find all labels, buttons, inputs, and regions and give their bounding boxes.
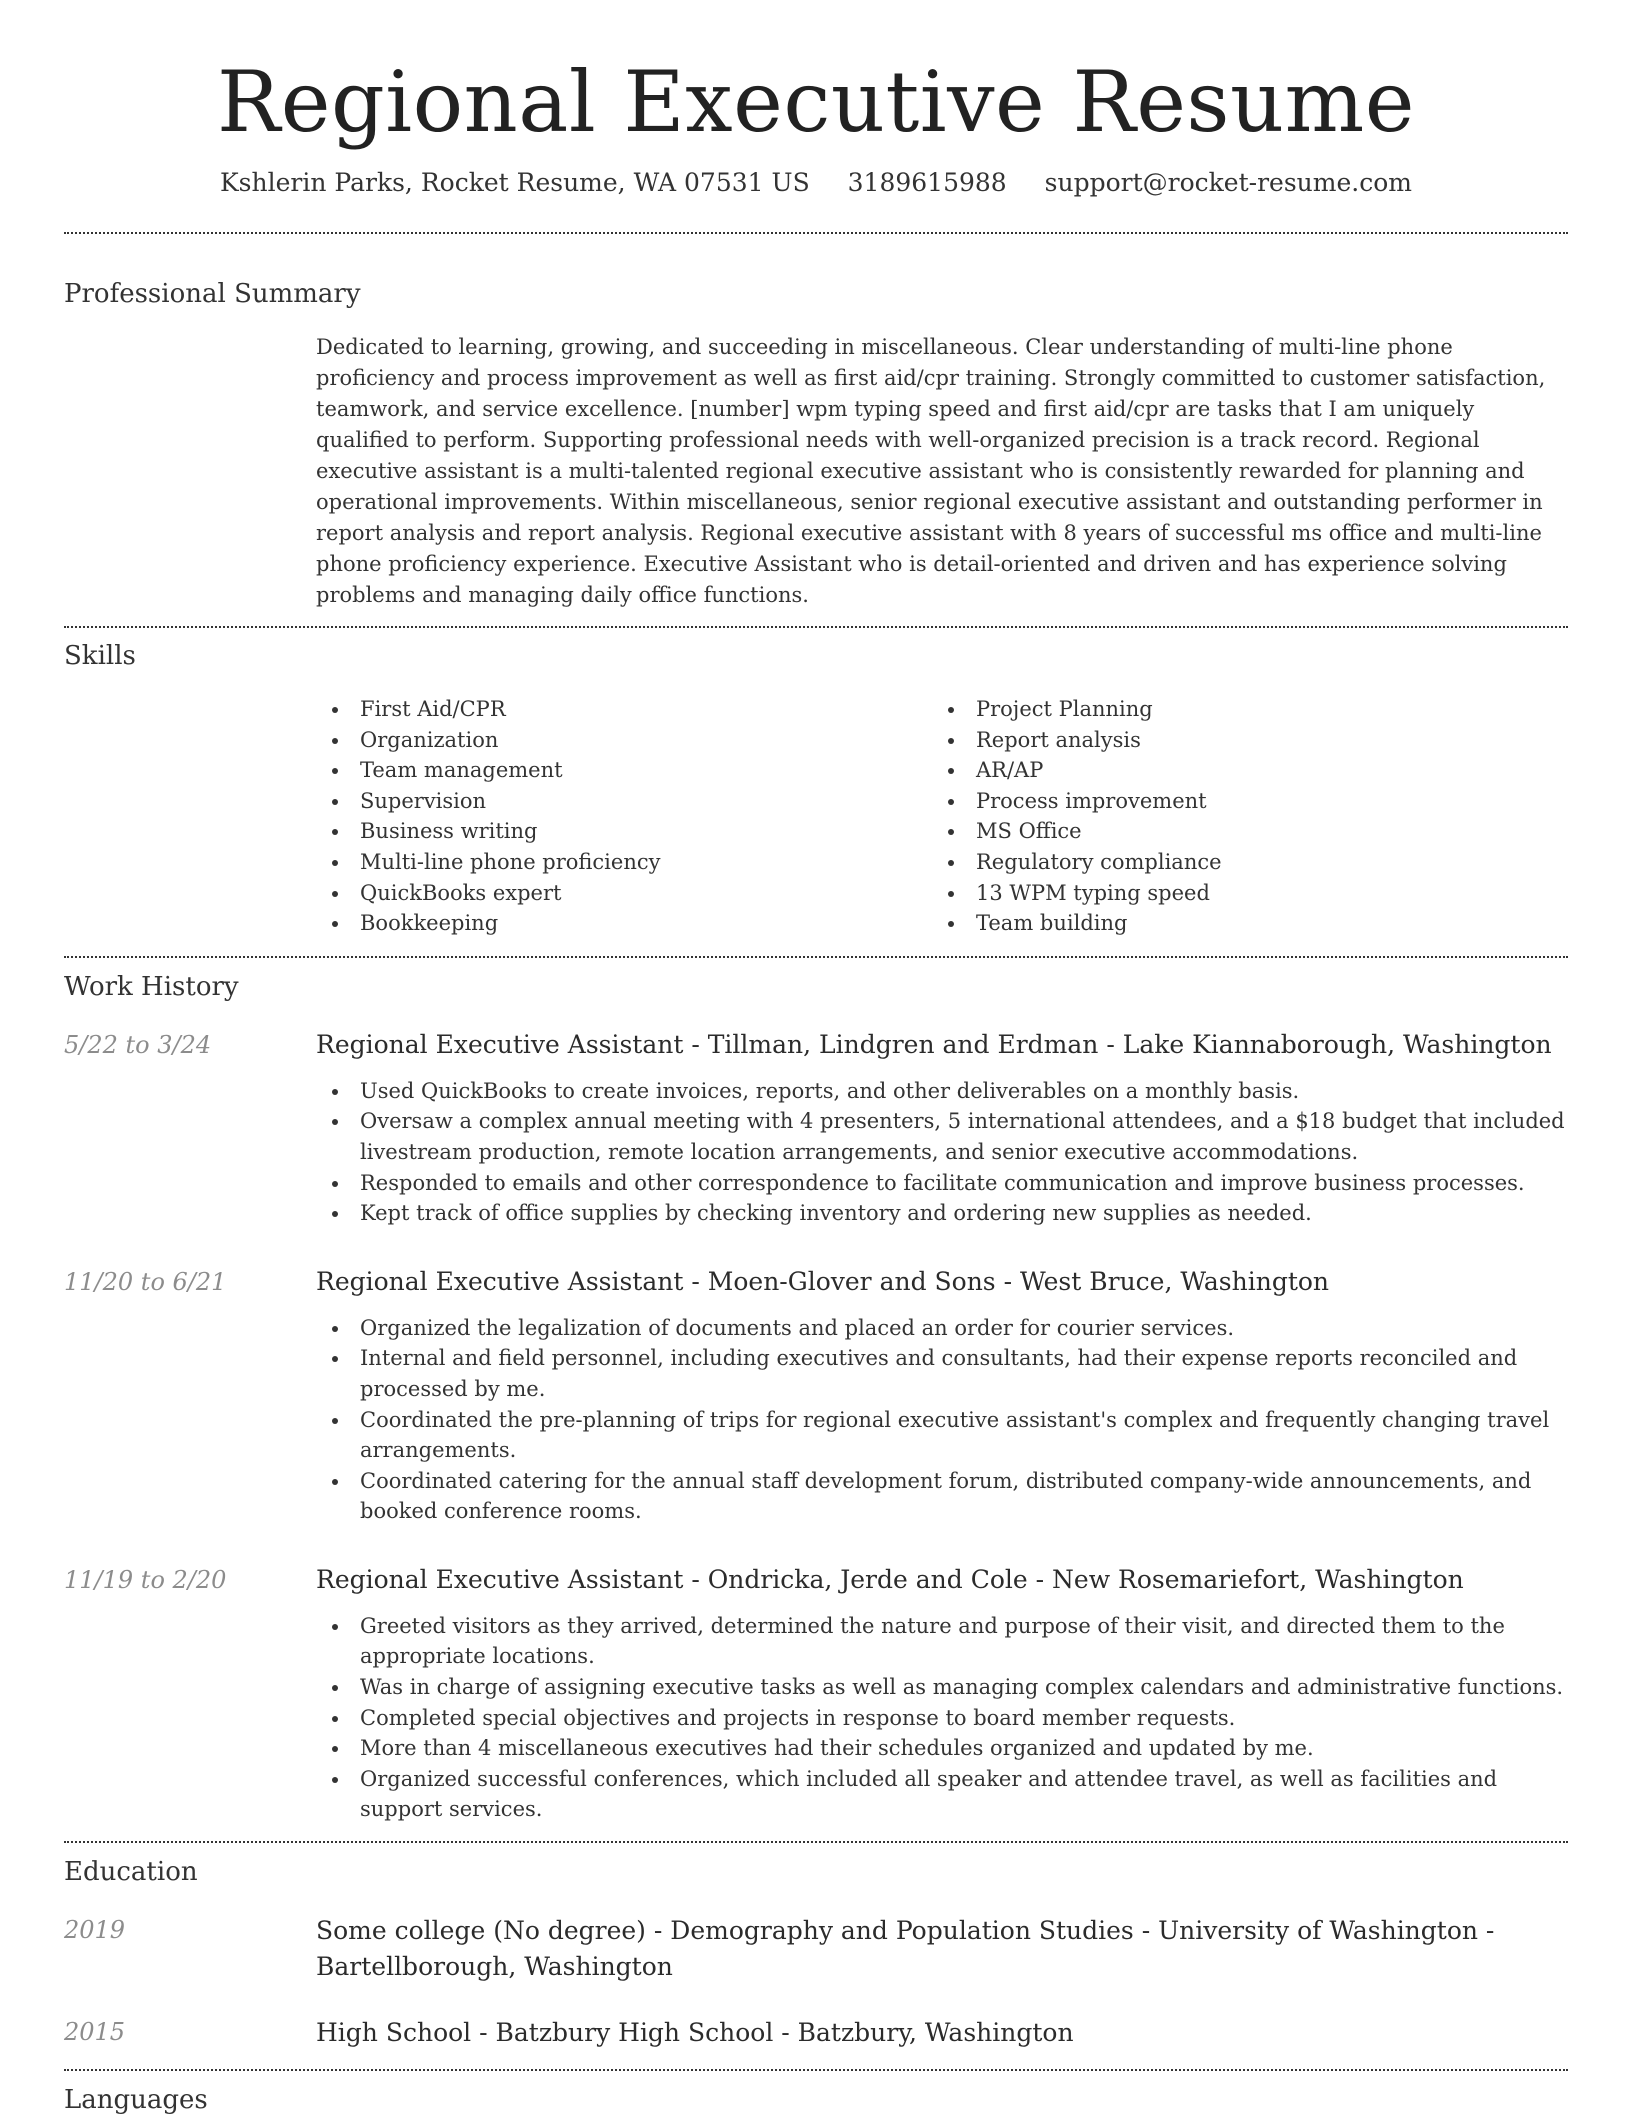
job-bullet: More than 4 miscellaneous executives had their schedules organized and updated by me. xyxy=(316,1733,1568,1764)
summary-heading: Professional Summary xyxy=(64,279,361,309)
contact-line xyxy=(64,166,1568,200)
job-bullet: Greeted visitors as they arrived, determined the nature and purpose of their visit, and directed them to the appropriate locations. xyxy=(316,1611,1568,1672)
skills-heading: Skills xyxy=(64,641,136,671)
skill-item: AR/AP xyxy=(932,755,1548,786)
job-entry xyxy=(64,1028,1568,1229)
skill-item: Team management xyxy=(316,755,932,786)
skill-item: MS Office xyxy=(932,816,1548,847)
languages-heading: Languages xyxy=(64,2085,208,2116)
education-entry xyxy=(64,1913,1568,1985)
skill-item: 13 WPM typing speed xyxy=(932,878,1548,909)
skills-section xyxy=(64,694,1568,939)
job-title: Regional Executive Assistant - Tillman, Lindgren and Erdman - Lake Kiannaborough, Washington xyxy=(316,1029,1552,1059)
job-entry xyxy=(64,1265,1568,1527)
job-date: 11/19 to 2/20 xyxy=(64,1565,227,1594)
summary-section xyxy=(64,332,1568,611)
skill-item: Project Planning xyxy=(932,694,1548,725)
skill-item: Regulatory compliance xyxy=(932,847,1548,878)
skill-item: Process improvement xyxy=(932,786,1548,817)
resume-title: Regional Executive Resume xyxy=(217,53,1415,151)
education-year: 2015 xyxy=(64,2018,126,2047)
job-date: 11/20 to 6/21 xyxy=(64,1267,227,1296)
job-date: 5/22 to 3/24 xyxy=(64,1030,212,1059)
skill-item: First Aid/CPR xyxy=(316,694,932,725)
skill-item: Organization xyxy=(316,725,932,756)
skill-item: Supervision xyxy=(316,786,932,817)
job-bullets xyxy=(316,1076,1568,1229)
skills-list-right xyxy=(932,694,1548,939)
section-divider xyxy=(64,2069,1568,2071)
job-bullet: Completed special objectives and projects in response to board member requests. xyxy=(316,1703,1568,1734)
job-bullet: Was in charge of assigning executive tasks as well as managing complex calendars and administrative functions. xyxy=(316,1672,1568,1703)
job-bullets xyxy=(316,1313,1568,1527)
section-divider xyxy=(64,1841,1568,1843)
job-bullet: Coordinated catering for the annual staff development forum, distributed company-wide announcements, and booked conference rooms. xyxy=(316,1466,1568,1527)
skills-list-left xyxy=(316,694,932,939)
contact-phone: 3189615988 xyxy=(847,168,1007,197)
skill-item: Business writing xyxy=(316,816,932,847)
job-bullet: Organized the legalization of documents and placed an order for courier services. xyxy=(316,1313,1568,1344)
education-entry xyxy=(64,2015,1568,2051)
job-bullet: Responded to emails and other correspondence to facilitate communication and improve business processes. xyxy=(316,1168,1568,1199)
education-heading: Education xyxy=(64,1857,198,1888)
summary-text: Dedicated to learning, growing, and succeeding in miscellaneous. Clear understanding of multi-line phone proficiency and process improvement as well as first aid/cpr training. Strongly committed to customer satisfaction, teamwork, and service excellence. [number] wpm typing speed and first aid/cpr are tasks that I am uniquely qualified to perform. Supporting professional needs with well-organized precision is a track record. Regional executive assistant is a multi-talented regional executive assistant who is consistently rewarded for planning and operational improvements. Within miscellaneous, senior regional executive assistant and outstanding performer in report analysis and report analysis. Regional executive assistant with 8 years of successful ms office and multi-line phone proficiency experience. Executive Assistant who is detail-oriented and driven and has experience solving problems and managing daily office functions. xyxy=(316,335,1546,607)
work-heading: Work History xyxy=(64,971,239,1002)
job-bullet: Oversaw a complex annual meeting with 4 presenters, 5 international attendees, and a $18 budget that included livestream production, remote location arrangements, and senior executive accommodations. xyxy=(316,1106,1568,1167)
education-year: 2019 xyxy=(64,1916,126,1945)
skill-item: Report analysis xyxy=(932,725,1548,756)
education-title: Some college (No degree) - Demography and Population Studies - University of Washington - Bartellborough, Washington xyxy=(316,1916,1495,1982)
contact-email: support@rocket-resume.com xyxy=(1044,168,1412,197)
skill-item: Multi-line phone proficiency xyxy=(316,847,932,878)
section-divider xyxy=(64,232,1568,234)
skill-item: Team building xyxy=(932,908,1548,939)
section-divider xyxy=(64,626,1568,628)
job-bullet: Kept track of office supplies by checking inventory and ordering new supplies as needed. xyxy=(316,1198,1568,1229)
skill-item: QuickBooks expert xyxy=(316,878,932,909)
section-divider xyxy=(64,956,1568,958)
job-bullet: Internal and field personnel, including executives and consultants, had their expense reports reconciled and processed by me. xyxy=(316,1343,1568,1404)
job-bullet: Coordinated the pre-planning of trips for regional executive assistant's complex and frequently changing travel arrangements. xyxy=(316,1405,1568,1466)
job-bullets xyxy=(316,1611,1568,1825)
education-title: High School - Batzbury High School - Batzbury, Washington xyxy=(316,2018,1074,2048)
job-entry xyxy=(64,1563,1568,1825)
contact-address: Kshlerin Parks, Rocket Resume, WA 07531 US xyxy=(220,168,810,197)
skill-item: Bookkeeping xyxy=(316,908,932,939)
job-bullet: Organized successful conferences, which included all speaker and attendee travel, as well as facilities and support services. xyxy=(316,1764,1568,1825)
job-title: Regional Executive Assistant - Moen-Glover and Sons - West Bruce, Washington xyxy=(316,1266,1330,1296)
job-title: Regional Executive Assistant - Ondricka, Jerde and Cole - New Rosemariefort, Washington xyxy=(316,1564,1464,1594)
skills-grid xyxy=(316,694,1568,939)
job-bullet: Used QuickBooks to create invoices, reports, and other deliverables on a monthly basis. xyxy=(316,1076,1568,1107)
